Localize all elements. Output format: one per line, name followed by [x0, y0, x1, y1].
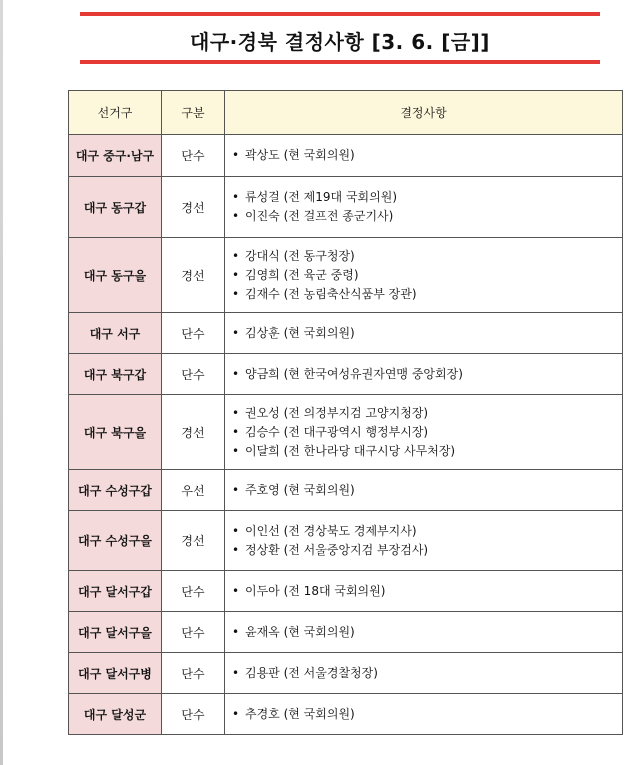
- table-row: [69, 612, 623, 653]
- candidate-item: • 강대식 (전 동구청장): [231, 247, 622, 266]
- type-cell: 단수: [162, 313, 225, 354]
- district-cell: 대구 북구을: [69, 395, 162, 470]
- type-cell: 단수: [162, 653, 225, 694]
- candidate-item: • 추경호 (현 국회의원): [231, 705, 622, 724]
- candidate-item: • 양금희 (현 한국여성유권자연맹 중앙회장): [231, 365, 622, 384]
- type-cell: 단수: [162, 354, 225, 395]
- decision-cell: [225, 135, 623, 177]
- candidate-item: • 정상환 (전 서울중앙지검 부장검사): [231, 541, 622, 560]
- table-row: [69, 571, 623, 612]
- decision-cell: [225, 313, 623, 354]
- district-cell: 대구 서구: [69, 313, 162, 354]
- table-row: [69, 135, 623, 177]
- table-row: [69, 354, 623, 395]
- candidate-item: • 김용판 (전 서울경찰청장): [231, 664, 622, 683]
- district-cell: 대구 달서구을: [69, 612, 162, 653]
- district-cell: 대구 달서구갑: [69, 571, 162, 612]
- decision-cell: [225, 395, 623, 470]
- decision-cell: [225, 177, 623, 238]
- type-cell: 우선: [162, 470, 225, 511]
- decision-cell: [225, 571, 623, 612]
- type-cell: 단수: [162, 571, 225, 612]
- candidate-item: • 김영희 (전 육군 중령): [231, 266, 622, 285]
- type-cell: 경선: [162, 395, 225, 470]
- table-row: [69, 470, 623, 511]
- header-type: 구분: [162, 91, 225, 135]
- title-block: [80, 12, 600, 66]
- district-cell: 대구 북구갑: [69, 354, 162, 395]
- type-cell: 경선: [162, 177, 225, 238]
- candidate-item: • 윤재옥 (현 국회의원): [231, 623, 622, 642]
- district-cell: 대구 달서구병: [69, 653, 162, 694]
- type-cell: 단수: [162, 612, 225, 653]
- table-row: [69, 177, 623, 238]
- district-cell: 대구 수성구을: [69, 511, 162, 571]
- district-cell: 대구 동구갑: [69, 177, 162, 238]
- candidate-item: • 김재수 (전 농림축산식품부 장관): [231, 285, 622, 304]
- candidate-item: • 김상훈 (현 국회의원): [231, 324, 622, 343]
- candidate-item: • 주호영 (현 국회의원): [231, 481, 622, 500]
- decision-cell: [225, 511, 623, 571]
- table-row: [69, 694, 623, 735]
- decision-cell: [225, 470, 623, 511]
- candidate-item: • 류성걸 (전 제19대 국회의원): [231, 188, 622, 207]
- decision-table: [68, 90, 623, 735]
- table-row: [69, 511, 623, 571]
- type-cell: 경선: [162, 238, 225, 313]
- candidate-item: • 이진숙 (전 걸프전 종군기사): [231, 207, 622, 226]
- page-edge: [0, 0, 3, 765]
- decision-cell: [225, 612, 623, 653]
- district-cell: 대구 달성군: [69, 694, 162, 735]
- page-title: 대구·경북 결정사항 [3. 6. [금]]: [190, 30, 490, 54]
- candidate-item: • 김승수 (전 대구광역시 행정부시장): [231, 423, 622, 442]
- title-top-rule: [80, 12, 600, 16]
- table-row: [69, 653, 623, 694]
- candidate-item: • 이달희 (전 한나라당 대구시당 사무처장): [231, 442, 622, 461]
- decision-cell: [225, 238, 623, 313]
- type-cell: 단수: [162, 135, 225, 177]
- decision-cell: [225, 354, 623, 395]
- candidate-item: • 권오성 (전 의정부지검 고양지청장): [231, 404, 622, 423]
- district-cell: 대구 중구·남구: [69, 135, 162, 177]
- header-decision: 결정사항: [225, 91, 623, 135]
- district-cell: 대구 동구을: [69, 238, 162, 313]
- title-bottom-rule: [80, 60, 600, 64]
- table-row: [69, 238, 623, 313]
- candidate-item: • 곽상도 (현 국회의원): [231, 146, 622, 165]
- decision-cell: [225, 653, 623, 694]
- header-district: 선거구: [69, 91, 162, 135]
- table-row: [69, 395, 623, 470]
- candidate-item: • 이두아 (전 18대 국회의원): [231, 582, 622, 601]
- candidate-item: • 이인선 (전 경상북도 경제부지사): [231, 522, 622, 541]
- type-cell: 경선: [162, 511, 225, 571]
- type-cell: 단수: [162, 694, 225, 735]
- header-row: [69, 91, 623, 135]
- table-row: [69, 313, 623, 354]
- decision-cell: [225, 694, 623, 735]
- district-cell: 대구 수성구갑: [69, 470, 162, 511]
